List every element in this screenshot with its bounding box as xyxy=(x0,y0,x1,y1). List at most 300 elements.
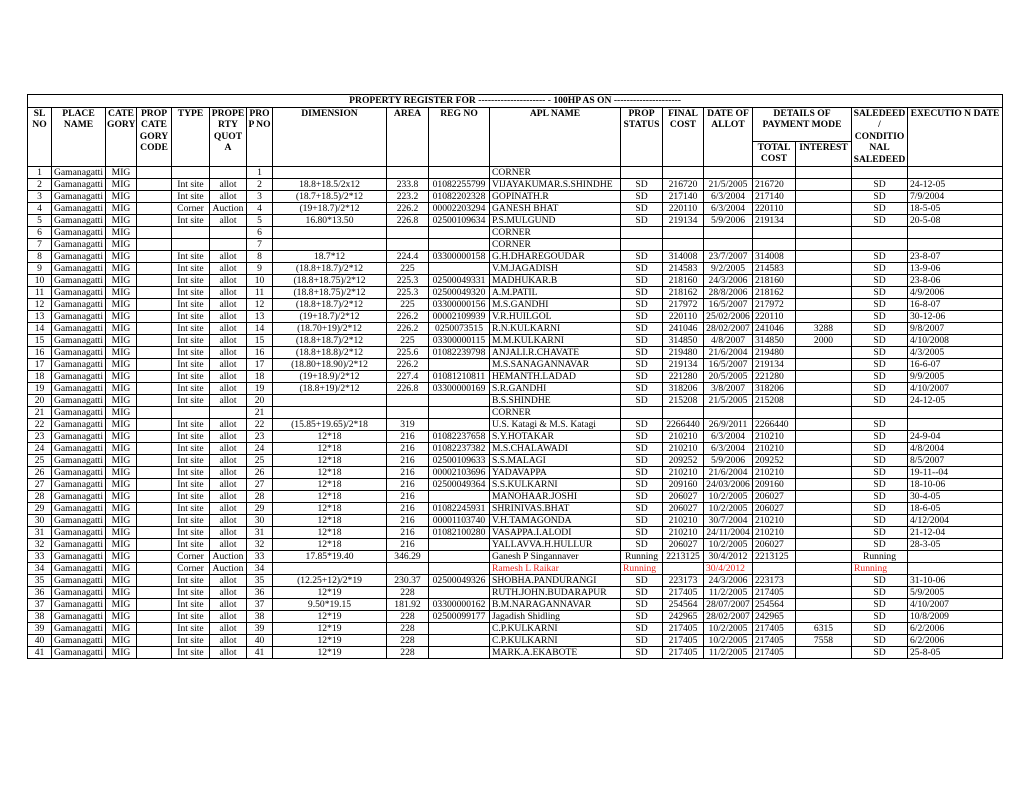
category-cell: MIG xyxy=(106,466,137,478)
apl-name-cell: S.Y.HOTAKAR xyxy=(490,430,621,442)
final-cost-cell: 219134 xyxy=(663,358,704,370)
category-code-cell xyxy=(137,370,172,382)
prop-status-cell: SD xyxy=(621,214,663,226)
apl-name-cell: Ramesh L Raikar xyxy=(490,562,621,574)
total-cost-cell xyxy=(753,238,796,250)
final-cost-cell xyxy=(663,238,704,250)
total-cost-cell xyxy=(753,562,796,574)
final-cost-cell: 219480 xyxy=(663,346,704,358)
category-cell: MIG xyxy=(106,298,137,310)
category-code-cell xyxy=(137,622,172,634)
final-cost-cell: 223173 xyxy=(663,574,704,586)
interest-cell xyxy=(796,490,852,502)
table-row xyxy=(28,466,1003,478)
prop-no-cell: 24 xyxy=(247,442,273,454)
execution-date-cell: 18-6-05 xyxy=(908,502,1003,514)
quota-cell: allot xyxy=(210,190,247,202)
saledeed-cell: Running xyxy=(852,562,908,574)
sl-no-cell: 14 xyxy=(28,322,52,334)
dimension-cell xyxy=(273,406,387,418)
saledeed-cell: SD xyxy=(852,598,908,610)
final-cost-cell: 210210 xyxy=(663,466,704,478)
prop-no-cell: 28 xyxy=(247,490,273,502)
date-of-allot-cell: 10/2/2005 xyxy=(704,538,753,550)
prop-no-cell: 7 xyxy=(247,238,273,250)
prop-no-cell: 11 xyxy=(247,286,273,298)
final-cost-cell: 209252 xyxy=(663,454,704,466)
reg-no-cell xyxy=(429,394,490,406)
prop-status-cell: SD xyxy=(621,514,663,526)
category-cell: MIG xyxy=(106,334,137,346)
type-cell: Int site xyxy=(172,598,210,610)
reg-no-cell: 03300000158 xyxy=(429,250,490,262)
interest-cell xyxy=(796,586,852,598)
area-cell: 216 xyxy=(387,430,429,442)
property-register-table xyxy=(27,94,1003,659)
place-name-cell: Gamanagatti xyxy=(52,574,106,586)
place-name-cell: Gamanagatti xyxy=(52,226,106,238)
dimension-cell xyxy=(273,394,387,406)
prop-status-cell: SD xyxy=(621,334,663,346)
category-code-cell xyxy=(137,358,172,370)
sl-no-cell: 29 xyxy=(28,502,52,514)
prop-no-cell: 1 xyxy=(247,166,273,178)
saledeed-cell: SD xyxy=(852,574,908,586)
prop-status-cell: SD xyxy=(621,346,663,358)
quota-cell: allot xyxy=(210,478,247,490)
total-cost-cell: 221280 xyxy=(753,370,796,382)
execution-date-cell: 4/3/2005 xyxy=(908,346,1003,358)
category-code-cell xyxy=(137,646,172,658)
date-of-allot-cell: 24/3/2006 xyxy=(704,574,753,586)
date-of-allot-cell: 5/9/2006 xyxy=(704,214,753,226)
final-cost-cell: 254564 xyxy=(663,598,704,610)
table-row xyxy=(28,190,1003,202)
header-type: TYPE xyxy=(172,107,210,166)
total-cost-cell: 216720 xyxy=(753,178,796,190)
total-cost-cell: 210210 xyxy=(753,526,796,538)
prop-status-cell: SD xyxy=(621,454,663,466)
prop-no-cell: 16 xyxy=(247,346,273,358)
final-cost-cell: 214583 xyxy=(663,262,704,274)
prop-no-cell: 2 xyxy=(247,178,273,190)
quota-cell: allot xyxy=(210,262,247,274)
dimension-cell xyxy=(273,562,387,574)
area-cell: 225 xyxy=(387,298,429,310)
category-cell: MIG xyxy=(106,310,137,322)
date-of-allot-cell: 21/6/2004 xyxy=(704,346,753,358)
quota-cell xyxy=(210,166,247,178)
prop-no-cell: 30 xyxy=(247,514,273,526)
place-name-cell: Gamanagatti xyxy=(52,310,106,322)
reg-no-cell: 02500049331 xyxy=(429,274,490,286)
date-of-allot-cell: 24/11/2004 xyxy=(704,526,753,538)
header-area: AREA xyxy=(387,107,429,166)
table-row xyxy=(28,478,1003,490)
type-cell: Corner xyxy=(172,202,210,214)
prop-no-cell: 15 xyxy=(247,334,273,346)
area-cell: 216 xyxy=(387,442,429,454)
place-name-cell: Gamanagatti xyxy=(52,562,106,574)
quota-cell: allot xyxy=(210,442,247,454)
saledeed-cell: SD xyxy=(852,466,908,478)
category-cell: MIG xyxy=(106,346,137,358)
execution-date-cell: 30-12-06 xyxy=(908,310,1003,322)
place-name-cell: Gamanagatti xyxy=(52,334,106,346)
dimension-cell: (18.8+18.75)/2*12 xyxy=(273,274,387,286)
sl-no-cell: 8 xyxy=(28,250,52,262)
category-code-cell xyxy=(137,502,172,514)
dimension-cell: 12*18 xyxy=(273,538,387,550)
total-cost-cell xyxy=(753,166,796,178)
area-cell: 216 xyxy=(387,454,429,466)
reg-no-cell xyxy=(429,418,490,430)
category-cell: MIG xyxy=(106,190,137,202)
execution-date-cell: 31-10-06 xyxy=(908,574,1003,586)
prop-no-cell: 33 xyxy=(247,550,273,562)
place-name-cell: Gamanagatti xyxy=(52,274,106,286)
reg-no-cell xyxy=(429,586,490,598)
sl-no-cell: 34 xyxy=(28,562,52,574)
type-cell: Int site xyxy=(172,358,210,370)
dimension-cell: (18.8+18.8)/2*12 xyxy=(273,346,387,358)
quota-cell: allot xyxy=(210,622,247,634)
category-cell: MIG xyxy=(106,250,137,262)
date-of-allot-cell: 5/9/2006 xyxy=(704,454,753,466)
register-rows xyxy=(28,166,1003,658)
total-cost-cell: 210210 xyxy=(753,430,796,442)
interest-cell xyxy=(796,574,852,586)
sl-no-cell: 23 xyxy=(28,430,52,442)
final-cost-cell: 206027 xyxy=(663,490,704,502)
saledeed-cell: SD xyxy=(852,394,908,406)
date-of-allot-cell: 16/5/2007 xyxy=(704,298,753,310)
reg-no-cell xyxy=(429,166,490,178)
interest-cell xyxy=(796,538,852,550)
table-row xyxy=(28,286,1003,298)
category-cell: MIG xyxy=(106,538,137,550)
category-cell: MIG xyxy=(106,178,137,190)
type-cell: Int site xyxy=(172,262,210,274)
final-cost-cell xyxy=(663,562,704,574)
execution-date-cell: 6/2/2006 xyxy=(908,622,1003,634)
dimension-cell: (18.80+18.90)/2*12 xyxy=(273,358,387,370)
date-of-allot-cell: 28/07/2007 xyxy=(704,598,753,610)
prop-no-cell: 17 xyxy=(247,358,273,370)
quota-cell: allot xyxy=(210,526,247,538)
sl-no-cell: 4 xyxy=(28,202,52,214)
quota-cell: Auction xyxy=(210,562,247,574)
table-row xyxy=(28,178,1003,190)
header-sl-no: SL NO xyxy=(28,107,52,166)
date-of-allot-cell: 21/5/2005 xyxy=(704,178,753,190)
sl-no-cell: 26 xyxy=(28,466,52,478)
table-row xyxy=(28,490,1003,502)
reg-no-cell xyxy=(429,538,490,550)
table-row xyxy=(28,430,1003,442)
type-cell: Corner xyxy=(172,550,210,562)
apl-name-cell: R.N.KULKARNI xyxy=(490,322,621,334)
category-cell: MIG xyxy=(106,370,137,382)
sl-no-cell: 18 xyxy=(28,370,52,382)
total-cost-cell: 210210 xyxy=(753,466,796,478)
prop-status-cell: SD xyxy=(621,526,663,538)
table-row xyxy=(28,574,1003,586)
execution-date-cell xyxy=(908,562,1003,574)
execution-date-cell: 18-10-06 xyxy=(908,478,1003,490)
quota-cell: allot xyxy=(210,502,247,514)
final-cost-cell: 221280 xyxy=(663,370,704,382)
date-of-allot-cell: 4/8/2007 xyxy=(704,334,753,346)
interest-cell xyxy=(796,214,852,226)
dimension-cell: 17.85*19.40 xyxy=(273,550,387,562)
dimension-cell: 12*18 xyxy=(273,430,387,442)
execution-date-cell: 10/8/2009 xyxy=(908,610,1003,622)
reg-no-cell xyxy=(429,238,490,250)
apl-name-cell: GOPINATH.R xyxy=(490,190,621,202)
category-code-cell xyxy=(137,478,172,490)
reg-no-cell: 00002103696 xyxy=(429,466,490,478)
prop-status-cell: SD xyxy=(621,430,663,442)
category-cell: MIG xyxy=(106,394,137,406)
category-code-cell xyxy=(137,274,172,286)
total-cost-cell: 206027 xyxy=(753,502,796,514)
execution-date-cell: 24-12-05 xyxy=(908,394,1003,406)
final-cost-cell: 217140 xyxy=(663,190,704,202)
dimension-cell xyxy=(273,226,387,238)
interest-cell: 7558 xyxy=(796,634,852,646)
total-cost-cell: 214583 xyxy=(753,262,796,274)
place-name-cell: Gamanagatti xyxy=(52,202,106,214)
header-prop-no: PRO P NO xyxy=(247,107,273,166)
execution-date-cell: 9/8/2007 xyxy=(908,322,1003,334)
category-cell: MIG xyxy=(106,202,137,214)
reg-no-cell: 02500049326 xyxy=(429,574,490,586)
table-row xyxy=(28,202,1003,214)
saledeed-cell xyxy=(852,406,908,418)
prop-no-cell: 14 xyxy=(247,322,273,334)
interest-cell xyxy=(796,310,852,322)
prop-status-cell: SD xyxy=(621,370,663,382)
reg-no-cell: 03300000115 xyxy=(429,334,490,346)
prop-no-cell: 40 xyxy=(247,634,273,646)
interest-cell xyxy=(796,598,852,610)
area-cell: 319 xyxy=(387,418,429,430)
header-dimension: DIMENSION xyxy=(273,107,387,166)
saledeed-cell: SD xyxy=(852,586,908,598)
reg-no-cell xyxy=(429,226,490,238)
final-cost-cell: 210210 xyxy=(663,430,704,442)
table-row xyxy=(28,250,1003,262)
saledeed-cell: SD xyxy=(852,538,908,550)
saledeed-cell: SD xyxy=(852,262,908,274)
quota-cell: allot xyxy=(210,418,247,430)
date-of-allot-cell: 20/5/2005 xyxy=(704,370,753,382)
place-name-cell: Gamanagatti xyxy=(52,634,106,646)
final-cost-cell: 241046 xyxy=(663,322,704,334)
quota-cell: allot xyxy=(210,382,247,394)
sl-no-cell: 31 xyxy=(28,526,52,538)
category-cell: MIG xyxy=(106,262,137,274)
table-row xyxy=(28,646,1003,658)
type-cell: Int site xyxy=(172,454,210,466)
dimension-cell: (19+18.9)/2*12 xyxy=(273,370,387,382)
prop-status-cell: SD xyxy=(621,466,663,478)
sl-no-cell: 6 xyxy=(28,226,52,238)
apl-name-cell: CORNER xyxy=(490,406,621,418)
apl-name-cell: V.M.JAGADISH xyxy=(490,262,621,274)
interest-cell xyxy=(796,478,852,490)
quota-cell: allot xyxy=(210,370,247,382)
place-name-cell: Gamanagatti xyxy=(52,490,106,502)
apl-name-cell: SHRINIVAS.BHAT xyxy=(490,502,621,514)
quota-cell: allot xyxy=(210,490,247,502)
prop-no-cell: 9 xyxy=(247,262,273,274)
place-name-cell: Gamanagatti xyxy=(52,646,106,658)
interest-cell xyxy=(796,274,852,286)
sl-no-cell: 16 xyxy=(28,346,52,358)
saledeed-cell: SD xyxy=(852,250,908,262)
header-execution-date: EXECUTIO N DATE xyxy=(908,107,1003,166)
table-row xyxy=(28,622,1003,634)
quota-cell xyxy=(210,226,247,238)
prop-status-cell xyxy=(621,238,663,250)
category-code-cell xyxy=(137,430,172,442)
type-cell: Int site xyxy=(172,586,210,598)
area-cell: 226.2 xyxy=(387,202,429,214)
apl-name-cell: V.H.TAMAGONDA xyxy=(490,514,621,526)
apl-name-cell: S.R.GANDHI xyxy=(490,382,621,394)
place-name-cell: Gamanagatti xyxy=(52,418,106,430)
type-cell: Int site xyxy=(172,526,210,538)
execution-date-cell: 4/12/2004 xyxy=(908,514,1003,526)
category-cell: MIG xyxy=(106,598,137,610)
category-code-cell xyxy=(137,226,172,238)
category-cell: MIG xyxy=(106,322,137,334)
type-cell: Int site xyxy=(172,466,210,478)
place-name-cell: Gamanagatti xyxy=(52,346,106,358)
dimension-cell: (19+18.7)/2*12 xyxy=(273,310,387,322)
execution-date-cell: 30-4-05 xyxy=(908,490,1003,502)
date-of-allot-cell: 28/8/2006 xyxy=(704,286,753,298)
table-row xyxy=(28,454,1003,466)
saledeed-cell xyxy=(852,226,908,238)
quota-cell: allot xyxy=(210,598,247,610)
interest-cell xyxy=(796,394,852,406)
final-cost-cell: 216720 xyxy=(663,178,704,190)
type-cell: Int site xyxy=(172,286,210,298)
table-row xyxy=(28,358,1003,370)
final-cost-cell: 217405 xyxy=(663,622,704,634)
prop-no-cell: 21 xyxy=(247,406,273,418)
final-cost-cell: 2213125 xyxy=(663,550,704,562)
category-code-cell xyxy=(137,166,172,178)
date-of-allot-cell: 26/9/2011 xyxy=(704,418,753,430)
final-cost-cell: 206027 xyxy=(663,502,704,514)
interest-cell xyxy=(796,550,852,562)
execution-date-cell: 24-9-04 xyxy=(908,430,1003,442)
type-cell xyxy=(172,406,210,418)
final-cost-cell: 218160 xyxy=(663,274,704,286)
type-cell: Int site xyxy=(172,394,210,406)
interest-cell xyxy=(796,370,852,382)
prop-status-cell: SD xyxy=(621,358,663,370)
sl-no-cell: 20 xyxy=(28,394,52,406)
category-cell: MIG xyxy=(106,610,137,622)
type-cell: Int site xyxy=(172,310,210,322)
date-of-allot-cell: 6/3/2004 xyxy=(704,430,753,442)
prop-status-cell xyxy=(621,226,663,238)
place-name-cell: Gamanagatti xyxy=(52,358,106,370)
dimension-cell: (18.70+19)/2*12 xyxy=(273,322,387,334)
execution-date-cell xyxy=(908,406,1003,418)
sl-no-cell: 41 xyxy=(28,646,52,658)
category-cell: MIG xyxy=(106,526,137,538)
apl-name-cell: MANOHAAR.JOSHI xyxy=(490,490,621,502)
execution-date-cell: 5/9/2005 xyxy=(908,586,1003,598)
place-name-cell: Gamanagatti xyxy=(52,262,106,274)
apl-name-cell: P.S.MULGUND xyxy=(490,214,621,226)
sl-no-cell: 21 xyxy=(28,406,52,418)
saledeed-cell xyxy=(852,166,908,178)
saledeed-cell: SD xyxy=(852,358,908,370)
execution-date-cell xyxy=(908,166,1003,178)
area-cell: 216 xyxy=(387,478,429,490)
prop-status-cell: SD xyxy=(621,610,663,622)
category-cell: MIG xyxy=(106,418,137,430)
interest-cell xyxy=(796,466,852,478)
sl-no-cell: 3 xyxy=(28,190,52,202)
sl-no-cell: 40 xyxy=(28,634,52,646)
total-cost-cell: 217405 xyxy=(753,586,796,598)
prop-status-cell: SD xyxy=(621,586,663,598)
category-code-cell xyxy=(137,286,172,298)
type-cell: Int site xyxy=(172,178,210,190)
prop-no-cell: 13 xyxy=(247,310,273,322)
reg-no-cell: 02500099177 xyxy=(429,610,490,622)
saledeed-cell: SD xyxy=(852,334,908,346)
sl-no-cell: 32 xyxy=(28,538,52,550)
sl-no-cell: 11 xyxy=(28,286,52,298)
prop-status-cell: SD xyxy=(621,490,663,502)
apl-name-cell: CORNER xyxy=(490,226,621,238)
reg-no-cell xyxy=(429,406,490,418)
reg-no-cell: 00002109939 xyxy=(429,310,490,322)
apl-name-cell: YALLAVVA.H.HULLUR xyxy=(490,538,621,550)
prop-no-cell: 25 xyxy=(247,454,273,466)
dimension-cell: (18.8+18.7)/2*12 xyxy=(273,262,387,274)
category-code-cell xyxy=(137,262,172,274)
date-of-allot-cell: 6/3/2004 xyxy=(704,190,753,202)
quota-cell: allot xyxy=(210,574,247,586)
quota-cell: Auction xyxy=(210,550,247,562)
sl-no-cell: 13 xyxy=(28,310,52,322)
prop-no-cell: 8 xyxy=(247,250,273,262)
table-row xyxy=(28,214,1003,226)
prop-status-cell: SD xyxy=(621,394,663,406)
dimension-cell: 12*18 xyxy=(273,442,387,454)
interest-cell xyxy=(796,346,852,358)
prop-no-cell: 10 xyxy=(247,274,273,286)
total-cost-cell: 220110 xyxy=(753,202,796,214)
final-cost-cell xyxy=(663,226,704,238)
place-name-cell: Gamanagatti xyxy=(52,178,106,190)
date-of-allot-cell xyxy=(704,238,753,250)
dimension-cell: 12*19 xyxy=(273,622,387,634)
type-cell: Int site xyxy=(172,538,210,550)
total-cost-cell: 206027 xyxy=(753,490,796,502)
prop-status-cell: SD xyxy=(621,202,663,214)
